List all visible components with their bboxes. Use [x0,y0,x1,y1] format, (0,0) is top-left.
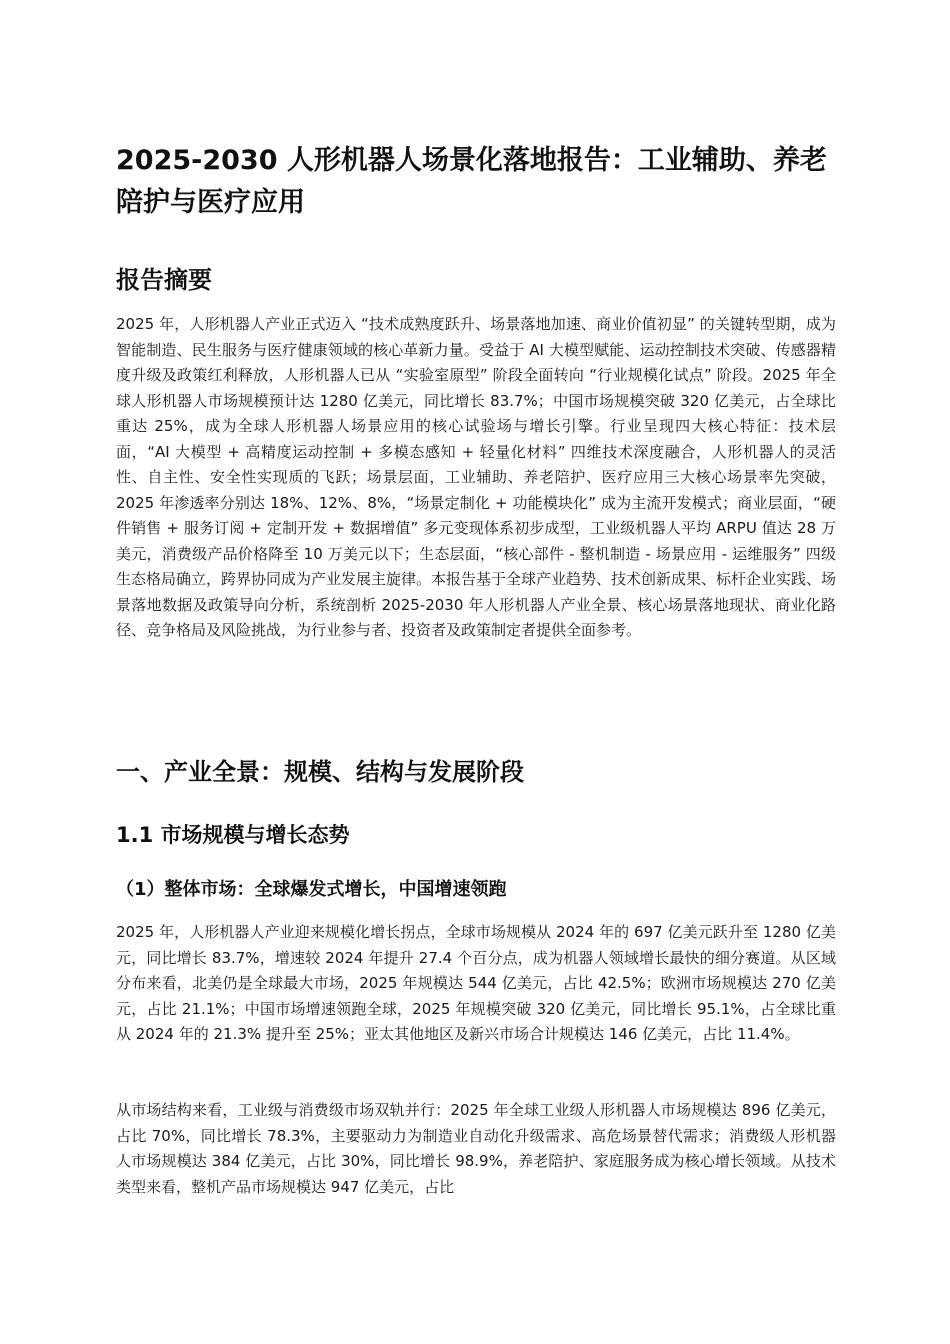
section-1-heading: 一、产业全景：规模、结构与发展阶段 [116,758,524,786]
market-size-paragraph: 2025 年，人形机器人产业迎来规模化增长拐点，全球市场规模从 2024 年的 697 亿美元跃升至 1280 亿美元，同比增长 83.7%，增速较 2024 年提升 27.4 个百分点，成为机器人领域增长最快的细分赛道。从区域分布来看，北美仍是全球最大市场，2025 年规模达 544 亿美元，占比 42.5%；欧洲市场规模达 270 亿美元，占比 21.1%；中国市场增速领跑全球，2025 年规模突破 320 亿美元，同比增长 95.1%，占全球比重从 2024 年的 21.3% 提升至 25%；亚太其他地区及新兴市场合计规模达 146 亿美元，占比 11.4%。 [116,923,836,1043]
section-1-1-heading: 1.1 市场规模与增长态势 [116,823,350,847]
market-structure-paragraph: 从市场结构来看，工业级与消费级市场双轨并行：2025 年全球工业级人形机器人市场规模达 896 亿美元，占比 70%，同比增长 78.3%，主要驱动力为制造业自动化升级需求、高危场景替代需求；消费级人形机器人市场规模达 384 亿美元，占比 30%，同比增长 98.9%，养老陪护、家庭服务成为核心增长领域。从技术类型来看，整机产品市场规模达 947 亿美元，占比 [116,1101,836,1196]
summary-heading: 报告摘要 [116,266,212,294]
summary-paragraph: 2025 年，人形机器人产业正式迈入 “技术成熟度跃升、场景落地加速、商业价值初显” 的关键转型期，成为智能制造、民生服务与医疗健康领域的核心革新力量。受益于 AI 大模型赋能、运动控制技术突破、传感器精度升级及政策红利释放，人形机器人已从 “实验室原型” 阶段全面转向 “行业规模化试点” 阶段。2025 年全球人形机器人市场规模预计达 1280 亿美元，同比增长 83.7%；中国市场规模突破 320 亿美元，占全球比重达 25%，成为全球人形机器人场景应用的核心试验场与增长引擎。行业呈现四大核心特征：技术层面，“AI 大模型 + 高精度运动控制 + 多模态感知 + 轻量化材料” 四维技术深度融合，人形机器人的灵活性、自主性、安全性实现质的飞跃；场景层面，工业辅助、养老陪护、医疗应用三大核心场景率先突破，2025 年渗透率分别达 18%、12%、8%，“场景定制化 + 功能模块化” 成为主流开发模式；商业层面，“硬件销售 + 服务订阅 + 定制开发 + 数据增值” 多元变现体系初步成型，工业级机器人平均 ARPU 值达 28 万美元，消费级产品价格降至 10 万美元以下；生态层面，“核心部件 - 整机制造 - 场景应用 - 运维服务” 四级生态格局确立，跨界协同成为产业发展主旋律。本报告基于全球产业趋势、技术创新成果、标杆企业实践、场景落地数据及政策导向分析，系统剖析 2025-2030 年人形机器人产业全景、核心场景落地现状、商业化路径、竞争格局及风险挑战，为行业参与者、投资者及政策制定者提供全面参考。 [116,315,837,639]
section-1-1-1-heading: （1）整体市场：全球爆发式增长，中国增速领跑 [116,879,507,900]
document-title: 2025-2030 人形机器人场景化落地报告：工业辅助、养老陪护与医疗应用 [116,145,827,218]
